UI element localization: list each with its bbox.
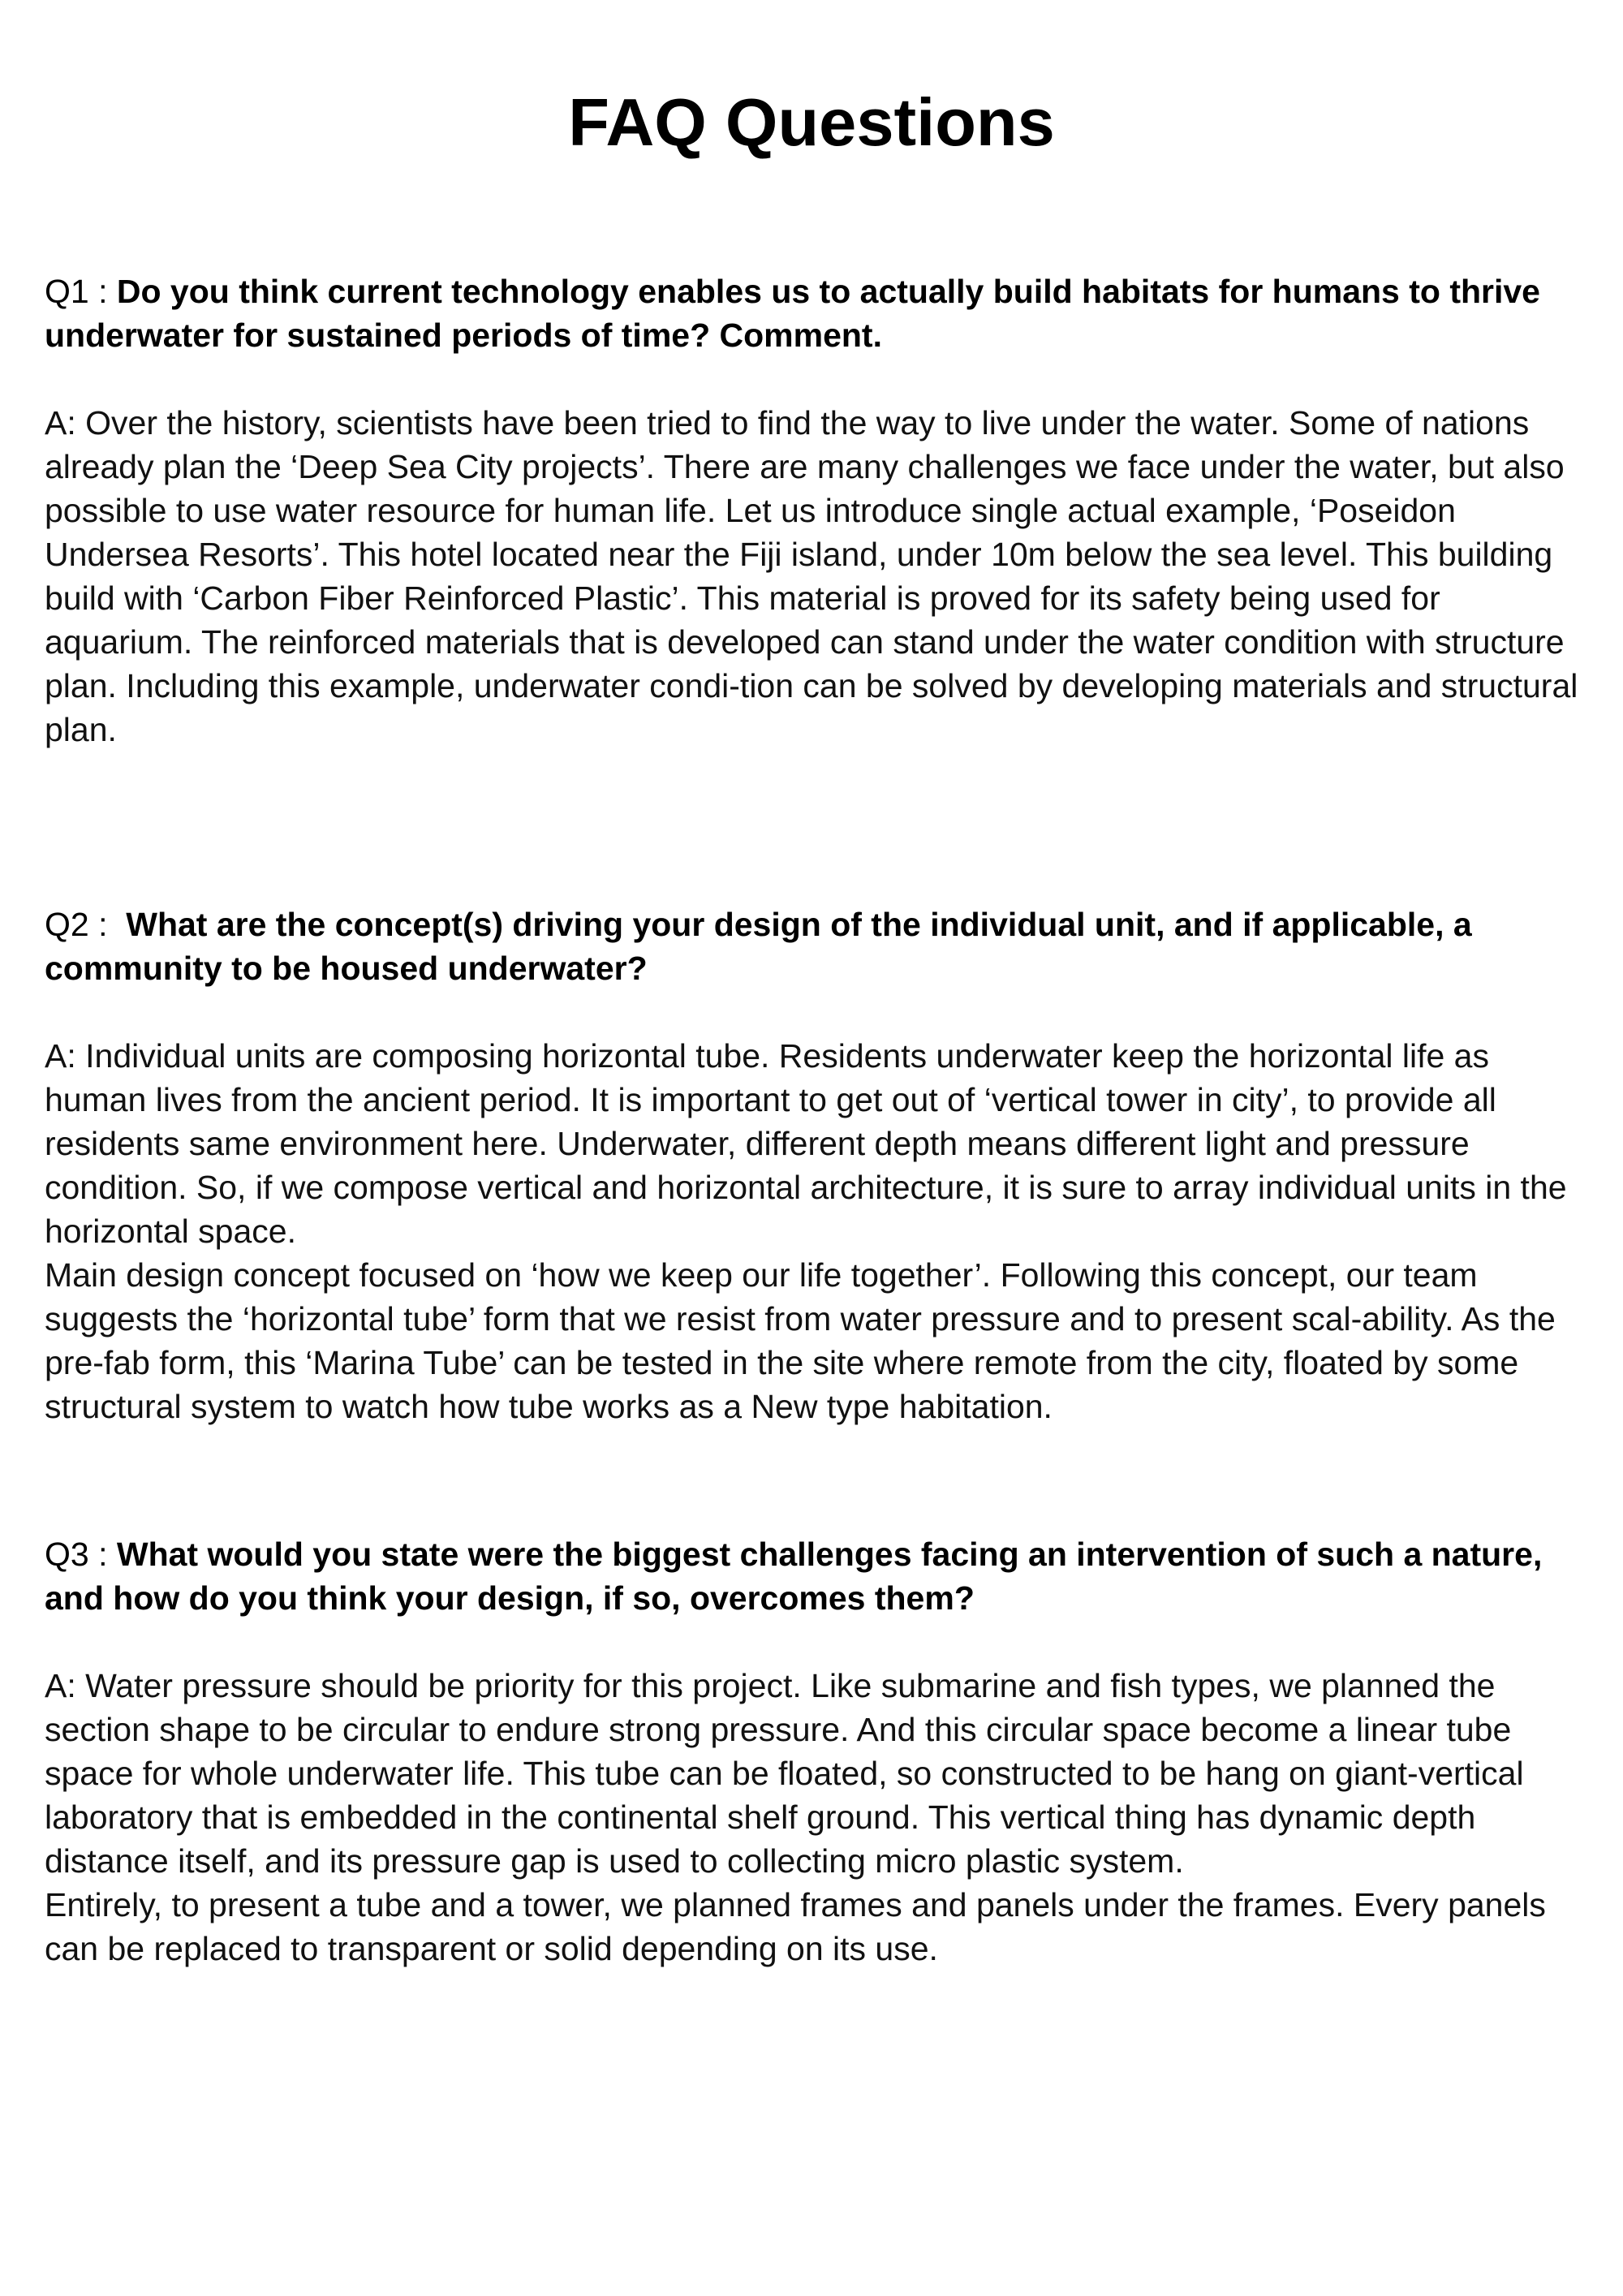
question-label: Q2 : xyxy=(45,906,127,943)
faq-item-q1 xyxy=(45,269,1586,752)
question-text: Do you think current technology enables us to actually build habitats for humans to thrive underwater for sustained periods of time? Comment. xyxy=(45,273,1540,354)
question-label: Q3 : xyxy=(45,1536,117,1573)
answer-paragraph: A: Water pressure should be priority for this project. Like submarine and fish types, we planned the section shape to be circular to endure strong pressure. And this circular space become a linear tube space for whole underwater life. This tube can be floated, so constructed to be hang on giant-vertical laboratory that is embedded in the continental shelf ground. This vertical thing has dynamic depth distance itself, and its pressure gap is used to collecting micro plastic system. xyxy=(45,1667,1524,1880)
answer-q3 xyxy=(45,1664,1586,1971)
question-q3 xyxy=(45,1532,1586,1620)
answer-paragraph: Entirely, to present a tube and a tower, we planned frames and panels under the frames. Every panels can be replaced to transparent or solid depending on its use. xyxy=(45,1886,1546,1967)
question-q2 xyxy=(45,902,1586,990)
faq-item-q3 xyxy=(45,1532,1586,1971)
answer-q2 xyxy=(45,1034,1586,1428)
question-text: What are the concept(s) driving your design of the individual unit, and if applicable, a community to be housed underwater? xyxy=(45,906,1472,987)
faq-item-q2 xyxy=(45,902,1586,1428)
answer-paragraph: A: Over the history, scientists have been tried to find the way to live under the water. Some of nations already plan the ‘Deep Sea City projects’. There are many challenges we face under the water, but also possible to use water resource for human life. Let us introduce single actual example, ‘Poseidon Undersea Resorts’. This hotel located near the Fiji island, under 10m below the sea level. This building build with ‘Carbon Fiber Reinforced Plastic’. This material is proved for its safety being used for aquarium. The reinforced materials that is developed can stand under the water condition with structure plan. Including this example, underwater condi-tion can be solved by developing materials and structural plan. xyxy=(45,404,1578,748)
answer-paragraph: Main design concept focused on ‘how we keep our life together’. Following this concept, our team suggests the ‘horizontal tube’ form that we resist from water pressure and to present scal-ability. As the pre-fab form, this ‘Marina Tube’ can be tested in the site where remote from the city, floated by some structural system to watch how tube works as a New type habitation. xyxy=(45,1256,1556,1425)
question-q1 xyxy=(45,269,1586,357)
question-label: Q1 : xyxy=(45,273,117,310)
answer-paragraph: A: Individual units are composing horizontal tube. Residents underwater keep the horizontal life as human lives from the ancient period. It is important to get out of ‘vertical tower in city’, to provide all residents same environment here. Underwater, different depth means different light and pressure condition. So, if we compose vertical and horizontal architecture, it is sure to array individual units in the horizontal space. xyxy=(45,1037,1567,1250)
question-text: What would you state were the biggest challenges facing an intervention of such a nature, and how do you think your design, if so, overcomes them? xyxy=(45,1536,1543,1617)
page-title: FAQ Questions xyxy=(568,84,1055,160)
answer-q1 xyxy=(45,401,1586,752)
